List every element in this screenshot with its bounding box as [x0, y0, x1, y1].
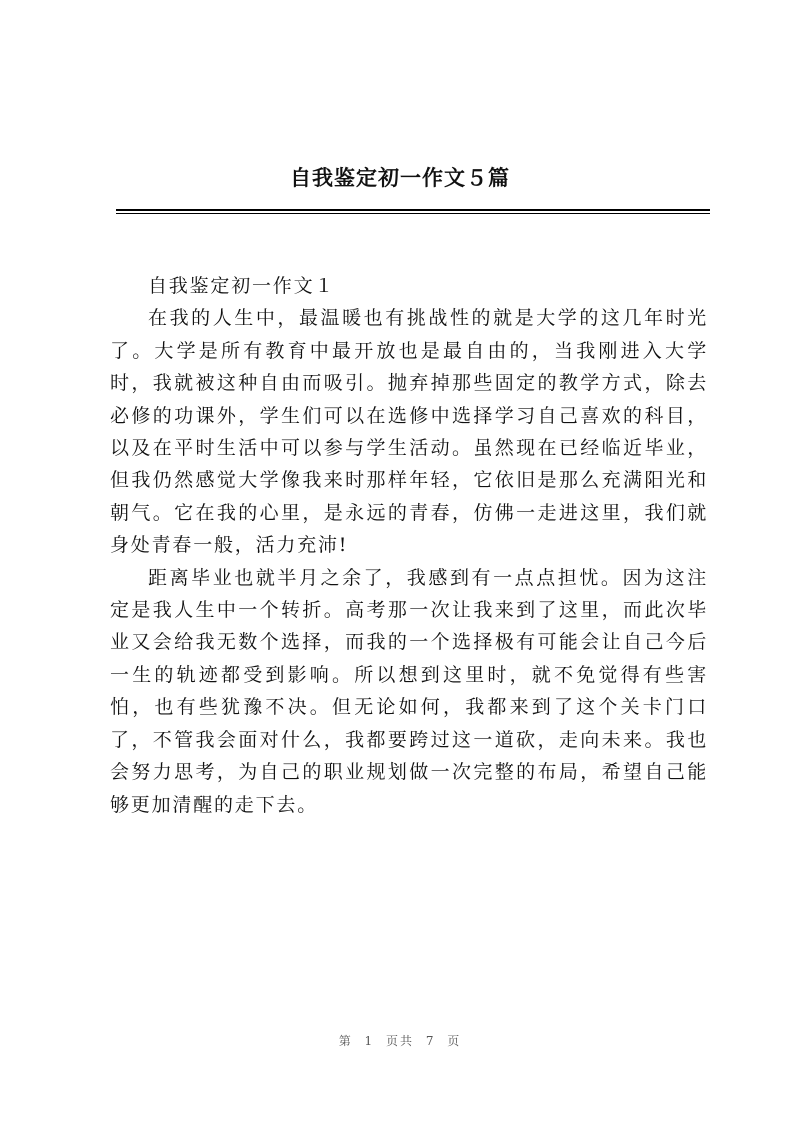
page-number-footer: 第 1 页共 7 页	[338, 1034, 462, 1048]
title-divider-thin	[116, 213, 710, 214]
title-divider-thick	[116, 209, 710, 211]
document-body	[110, 270, 708, 821]
body-paragraph-2: 距离毕业也就半月之余了，我感到有一点点担忧。因为这注定是我人生中一个转折。高考那一次让我来到了这里，而此次毕业又会给我无数个选择，而我的一个选择极有可能会让自己今后一生的轨迹都受到影响。所以想到这里时，就不免觉得有些害怕，也有些犹豫不决。但无论如何，我都来到了这个关卡门口了，不管我会面对什么，我都要跨过这一道砍，走向未来。我也会努力思考，为自己的职业规划做一次完整的布局，希望自己能够更加清醒的走下去。	[110, 566, 708, 816]
document-title: 自我鉴定初一作文５篇	[290, 166, 510, 190]
body-paragraph-1: 在我的人生中，最温暖也有挑战性的就是大学的这几年时光了。大学是所有教育中最开放也是最自由的，当我刚进入大学时，我就被这种自由而吸引。抛弃掉那些固定的教学方式，除去必修的功课外，学生们可以在选修中选择学习自己喜欢的科目，以及在平时生活中可以参与学生活动。虽然现在已经临近毕业，但我仍然感觉大学像我来时那样年轻，它依旧是那么充满阳光和朝气。它在我的心里，是永远的青春，仿佛一走进这里，我们就身处青春一般，活力充沛!	[110, 307, 708, 557]
section-heading: 自我鉴定初一作文１	[148, 275, 336, 297]
